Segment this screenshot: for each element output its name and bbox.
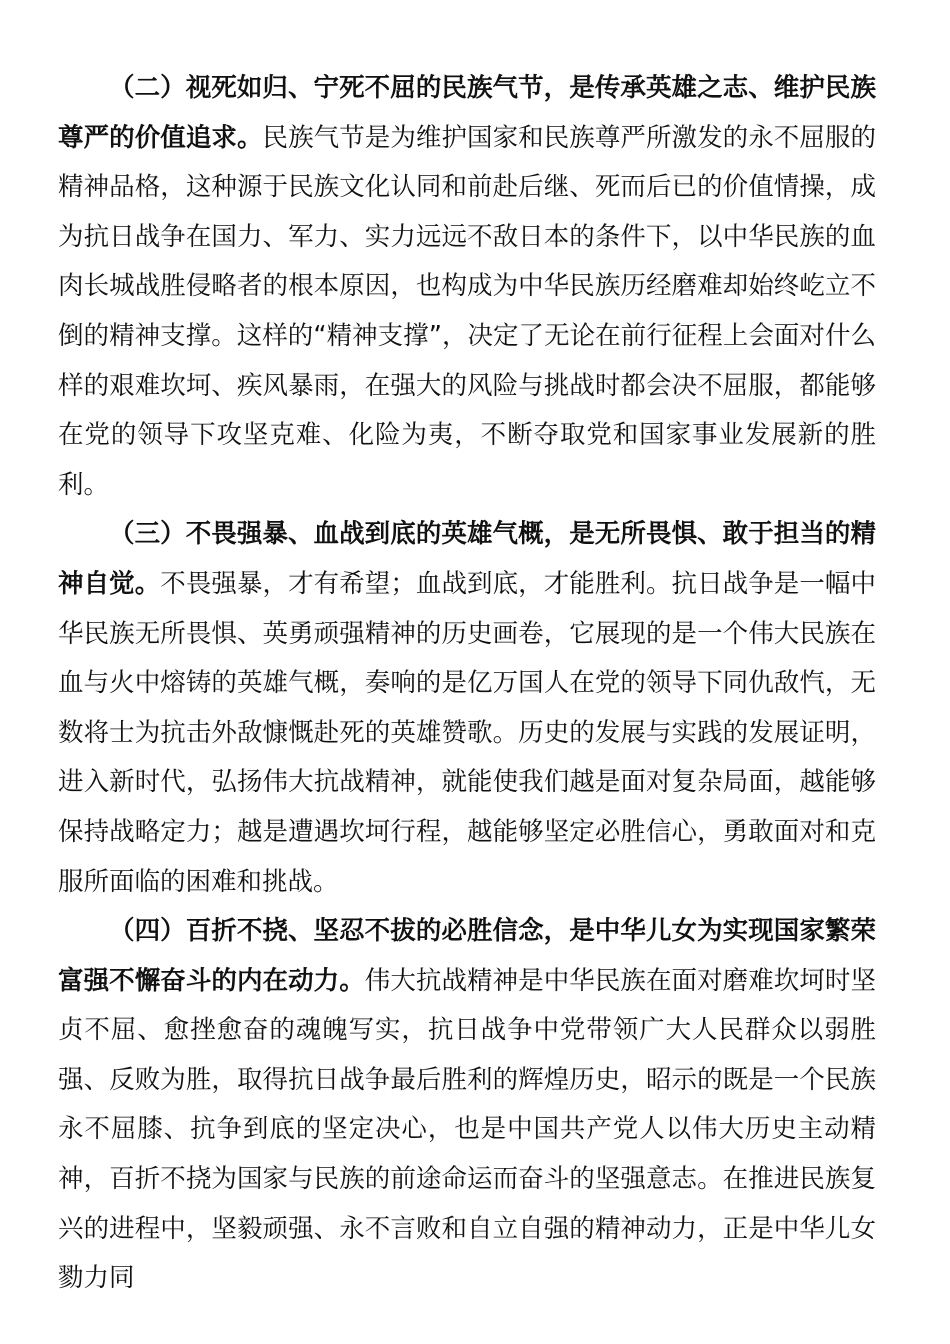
paragraph-3-heading: （三）不畏强暴、血战到底的英雄气概，是无所畏惧、敢于担当的精神自觉。 — [58, 519, 876, 599]
paragraph-4-heading: （四）百折不挠、坚忍不拔的必胜信念，是中华儿女为实现国家繁荣富强不懈奋斗的内在动力。 — [58, 916, 876, 996]
document-page — [58, 64, 876, 1304]
paragraph-2-body: 民族气节是为维护国家和民族尊严所激发的永不屈服的精神品格，这种源于民族文化认同和前赴后继、死而后已的价值情操，成为抗日战争在国力、军力、实力远远不敌日本的条件下，以中华民族的血肉长城战胜侵略者的根本原因，也构成为中华民族历经磨难却始终屹立不倒的精神支撑。这样的“精神支撑”，决定了无论在前行征程上会面对什么样的艰难坎坷、疾风暴雨，在强大的风险与挑战时都会决不屈服，都能够在党的领导下攻坚克难、化险为夷，不断夺取党和国家事业发展新的胜利。 — [58, 122, 876, 500]
paragraph-4-body: 伟大抗战精神是中华民族在面对磨难坎坷时坚贞不屈、愈挫愈奋的魂魄写实，抗日战争中党带领广大人民群众以弱胜强、反败为胜，取得抗日战争最后胜利的辉煌历史，昭示的既是一个民族永不屈膝、抗争到底的坚定决心，也是中国共产党人以伟大历史主动精神，百折不挠为国家与民族的前途命运而奋斗的坚强意志。在推进民族复兴的进程中，坚毅顽强、永不言败和自立自强的精神动力，正是中华儿女勠力同 — [58, 965, 876, 1294]
paragraph-3-heroic-spirit — [58, 510, 876, 907]
paragraph-2-national-integrity — [58, 64, 876, 510]
paragraph-2-heading: （二）视死如归、宁死不屈的民族气节，是传承英雄之志、维护民族尊严的价值追求。 — [58, 73, 876, 153]
paragraph-3-body: 不畏强暴，才有希望；血战到底，才能胜利。抗日战争是一幅中华民族无所畏惧、英勇顽强精神的历史画卷，它展现的是一个伟大民族在血与火中熔铸的英雄气概，奏响的是亿万国人在党的领导下同仇敌忾，无数将士为抗击外敌慷慨赴死的英雄赞歌。历史的发展与实践的发展证明，进入新时代，弘扬伟大抗战精神，就能使我们越是面对复杂局面，越能够保持战略定力；越是遭遇坎坷行程，越能够坚定必胜信心，勇敢面对和克服所面临的困难和挑战。 — [58, 568, 876, 897]
paragraph-4-firm-belief — [58, 907, 876, 1304]
